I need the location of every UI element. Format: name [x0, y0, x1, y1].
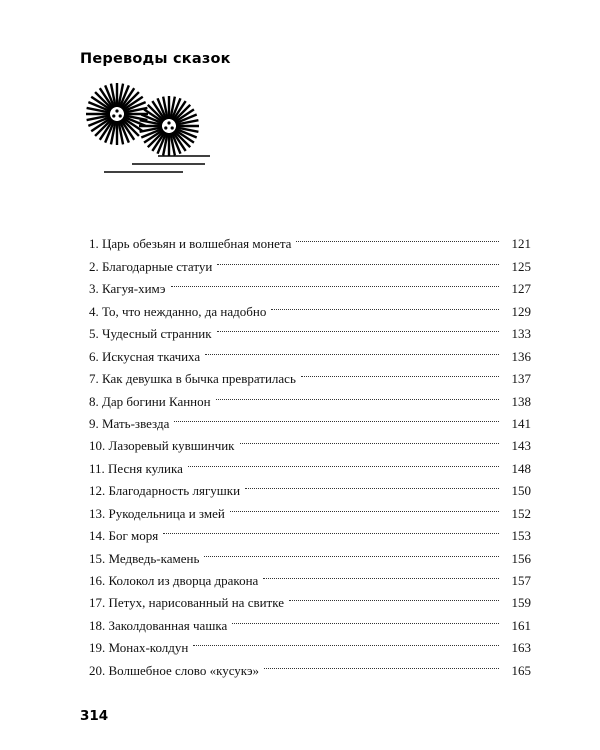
toc-entry-title: 9. Мать-звезда	[89, 415, 170, 431]
toc-entry-page: 143	[511, 438, 531, 454]
toc-entry-page: 165	[511, 662, 531, 678]
toc-entry-title: 6. Искусная ткачиха	[89, 348, 201, 364]
toc-dot-leader	[202, 540, 505, 562]
toc-entry-page: 156	[511, 550, 531, 566]
toc-dot-leader	[203, 338, 505, 360]
toc-entry-page: 152	[511, 505, 531, 521]
toc-dot-leader	[214, 383, 505, 405]
toc-dot-leader	[230, 607, 505, 629]
toc-entry-page: 141	[511, 415, 531, 431]
table-of-contents	[89, 226, 531, 678]
toc-entry-page: 157	[511, 573, 531, 588]
toc-entry-page: 121	[511, 236, 531, 252]
toc-entry-page: 129	[511, 303, 531, 319]
toc-entry-title: 1. Царь обезьян и волшебная монета	[89, 236, 292, 252]
toc-dot-leader	[294, 226, 505, 248]
flower-right	[139, 96, 199, 156]
toc-entry-title: 4. То, что нежданно, да надобно	[89, 303, 267, 319]
toc-dot-leader	[161, 518, 505, 540]
toc-entry-page: 153	[511, 528, 531, 544]
toc-entry-title: 2. Благодарные статуи	[89, 258, 213, 274]
ornament-lines	[104, 156, 210, 172]
toc-dot-leader	[269, 293, 505, 315]
page-number: 314	[80, 708, 109, 724]
toc-entry-page: 138	[511, 393, 531, 409]
toc-dot-leader	[215, 248, 505, 270]
toc-dot-leader	[228, 495, 505, 517]
chrysanthemum-ornament-icon	[70, 78, 220, 180]
flower-left	[86, 83, 148, 145]
toc-entry-title: 13. Рукодельница и змей	[89, 505, 225, 521]
toc-entry-title: 7. Как девушка в бычка превратилась	[89, 371, 296, 387]
toc-entry	[89, 226, 531, 252]
toc-entry-title: 19. Монах-колдун	[89, 640, 189, 656]
toc-entry-title: 17. Петух, нарисованный на свитке	[89, 595, 284, 611]
toc-dot-leader	[238, 428, 505, 450]
toc-entry-title: 16. Колокол из дворца дракона	[89, 573, 259, 588]
toc-dot-leader	[261, 563, 505, 585]
toc-entry-title: 11. Песня кулика	[89, 460, 183, 476]
toc-entry-title: 12. Благодарность лягушки	[89, 483, 241, 499]
toc-entry-title: 20. Волшебное слово «кусукэ»	[89, 662, 260, 678]
section-heading: Переводы сказок	[80, 51, 231, 67]
toc-dot-leader	[287, 585, 505, 607]
toc-entry-page: 127	[511, 281, 531, 297]
toc-entry-page: 161	[511, 617, 531, 633]
toc-dot-leader	[262, 652, 505, 674]
toc-entry-page: 150	[511, 483, 531, 499]
toc-entry-title: 10. Лазоревый кувшинчик	[89, 438, 235, 454]
toc-entry-title: 5. Чудесный странник	[89, 326, 212, 342]
toc-dot-leader	[169, 271, 505, 293]
toc-dot-leader	[243, 473, 505, 495]
toc-entry-title: 14. Бог моря	[89, 528, 159, 544]
toc-entry-page: 163	[511, 640, 531, 656]
toc-dot-leader	[191, 630, 505, 652]
toc-entry-page: 136	[511, 348, 531, 364]
toc-entry-title: 3. Кагуя-химэ	[89, 281, 166, 297]
toc-dot-leader	[299, 361, 505, 383]
toc-dot-leader	[186, 450, 505, 472]
toc-entry-title: 18. Заколдованная чашка	[89, 617, 228, 633]
toc-dot-leader	[172, 406, 505, 428]
toc-entry-title: 8. Дар богини Каннон	[89, 393, 211, 409]
toc-entry-page: 133	[511, 326, 531, 342]
toc-entry-page: 125	[511, 258, 531, 274]
toc-entry-page: 137	[511, 371, 531, 387]
toc-entry-page: 159	[511, 595, 531, 611]
toc-entry-title: 15. Медведь-камень	[89, 550, 200, 566]
toc-dot-leader	[215, 316, 505, 338]
toc-entry-page: 148	[511, 460, 531, 476]
